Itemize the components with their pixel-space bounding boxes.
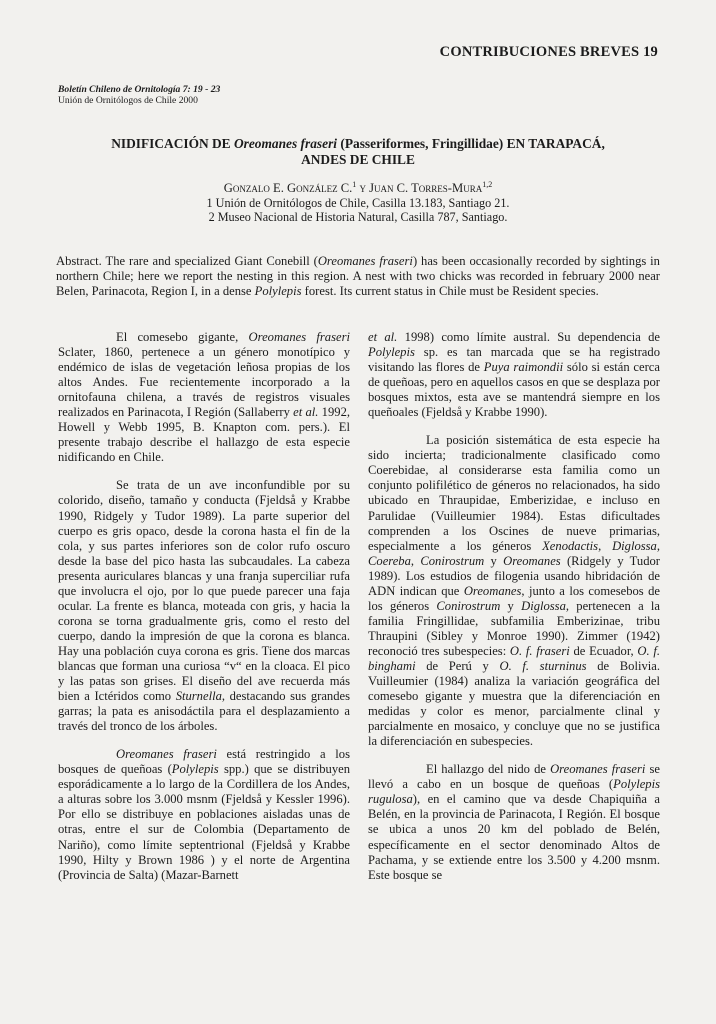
article-title — [58, 136, 658, 168]
author-1: Gonzalo E. González C. — [223, 181, 353, 196]
right-column — [368, 330, 660, 883]
title-species: Oreomanes fraseri — [233, 136, 338, 151]
title-line-1: NIDIFICACIÓN DE Oreomanes fraseri (Passeriformes, Fringillidae) EN TARAPACÁ, — [111, 136, 605, 151]
paragraph: Oreomanes fraseri está restringido a los bosques de queñoas (Polylepis spp.) que se distribuyen esporádicamente a lo largo de la Cordillera de los Andes, a alturas sobre los 3.000 msnm (Fjeldså y Kessler 1996). Por ello se distribuye en poblaciones aisladas unas de otras, entre el sur de Colombia (Departamento de Nariño), como límite septentrional (Fjeldså y Krabbe 1990, Hilty y Brown 1986 ) y el norte de Argentina (Provincia de Salta) (Mazar-Barnett — [58, 747, 350, 882]
paragraph: La posición sistemática de esta especie ha sido incierta; tradicionalmente clasificado como Coerebidae, al considerarse esta familia como un conjunto polifilético de géneros no relacionados, ha sido ubicado en Thraupidae, Emberizidae, e incluso en Parulidae (Vuilleumier 1984). Estas dificultades comprenden a los Oscines de nueve primarias, especialmente a los géneros Xenodactis, Diglossa, Coereba, Conirostrum y Oreomanes (Ridgely y Tudor 1989). Los estudios de filogenia usando hibridación de ADN indican que Oreomanes, junto a los comesebos de los géneros Conirostrum y Diglossa, pertenecen a la familia Fringillidae, subfamilia Emberizinae, tribu Thraupini (Sibley y Monroe 1990). Zimmer (1942) reconoció tres subespecies: O. f. fraseri de Ecuador, O. f. binghami de Perú y O. f. sturninus de Bolivia. Vuilleumier (1984) analiza la variación geográfica del comesebo gigante y muestra que la diferenciación en medidas y color es menor, parcialmente clinal y parcialmente en mosaico, y concluye que no se justifica la diferenciación en subespecies. — [368, 433, 661, 749]
union-line: Unión de Ornitólogos de Chile 2000 — [58, 95, 198, 106]
paragraph: et al. 1998) como límite austral. Su dependencia de Polylepis sp. es tan marcada que se ha registrado visitando las flores de Puya raimondii sólo si están cerca de queñoas, pero en aquellos casos en que se desplaza por bosques mixtos, esta ave se mantendrá siempre en los queñoales (Fjeldså y Krabbe 1990). — [368, 330, 661, 420]
affiliation-1: 1 Unión de Ornitólogos de Chile, Casilla 13.183, Santiago 21. — [206, 196, 510, 210]
paragraph: El hallazgo del nido de Oreomanes fraseri se llevó a cabo en un bosque de queñoas (Polylepis rugulosa), en el camino que va desde Chapiquiña a Belén, en la provincia de Parinacota, I Región. El bosque se ubica a unos 20 km del poblado de Belén, específicamente en el sector denominado Altos de Pachama, y se extiende entre los 3.500 y 4.200 msnm. Este bosque se — [368, 762, 660, 882]
journal-citation — [58, 84, 220, 106]
abstract: Abstract. The rare and specialized Giant Conebill (Oreomanes fraseri) has been occasionally recorded by sightings in northern Chile; here we report the nesting in this region. A nest with two chicks was recorded in february 2000 near Belen, Parinacota, Region I, in a dense Polylepis forest. Its current status in Chile must be Resident species. — [56, 254, 660, 298]
paragraph: Se trata de un ave inconfundible por su colorido, diseño, tamaño y conducta (Fjeldså y Krabbe 1990, Ridgely y Tudor 1989). La parte superior del cuerpo es gris opaco, desde la corona hasta el fin de la cola, y sus partes inferiores son de color rufo oscuro desde la base del pico hasta las subcaudales. La cabeza presenta auriculares blancas y una franja superciliar rufa que involucra el ojo, por lo que puede parecer una faja ocular. La frente es blanca, moteada con gris, y hacia la corona se torna gradualmente gris, como el resto del cuerpo, dando la impresión de que la corona es blanca. Hay una población cuya corona es gris. Tiene dos marcas blancas que forman una curiosa “v“ en la cloaca. El pico y las patas son grises. El diseño del ave recuerda más bien a Ictéridos como Sturnella, destacando sus grandes garras; la pata es anisodáctila para el desplazamiento a través del tronco de los árboles. — [58, 478, 351, 734]
title-line-2: ANDES DE CHILE — [301, 152, 415, 167]
left-column — [58, 330, 350, 883]
running-head: CONTRIBUCIONES BREVES 19 — [439, 44, 658, 60]
paragraph: El comesebo gigante, Oreomanes fraseri Sclater, 1860, pertenece a un género monotípico y endémico de islas de vegetación leñosa propias de los altos Andes. Fue recientemente incorporado a la ornitofauna chilena, a través de registros visuales realizados en Parinacota, I Región (Sallaberry et al. 1992, Howell y Webb 1995, B. Knapton com. pers.). El presente trabajo describe el hallazgo de esta especie nidificando en Chile. — [58, 330, 351, 465]
authors: Gonzalo E. González C.$^1$ y Juan C. Torres-Mura$^{1,2}$ — [223, 180, 493, 196]
journal-line: Boletín Chileno de Ornitología 7: 19 - 23 — [58, 84, 221, 95]
affiliation-2: 2 Museo Nacional de Historia Natural, Casilla 787, Santiago. — [208, 210, 508, 224]
